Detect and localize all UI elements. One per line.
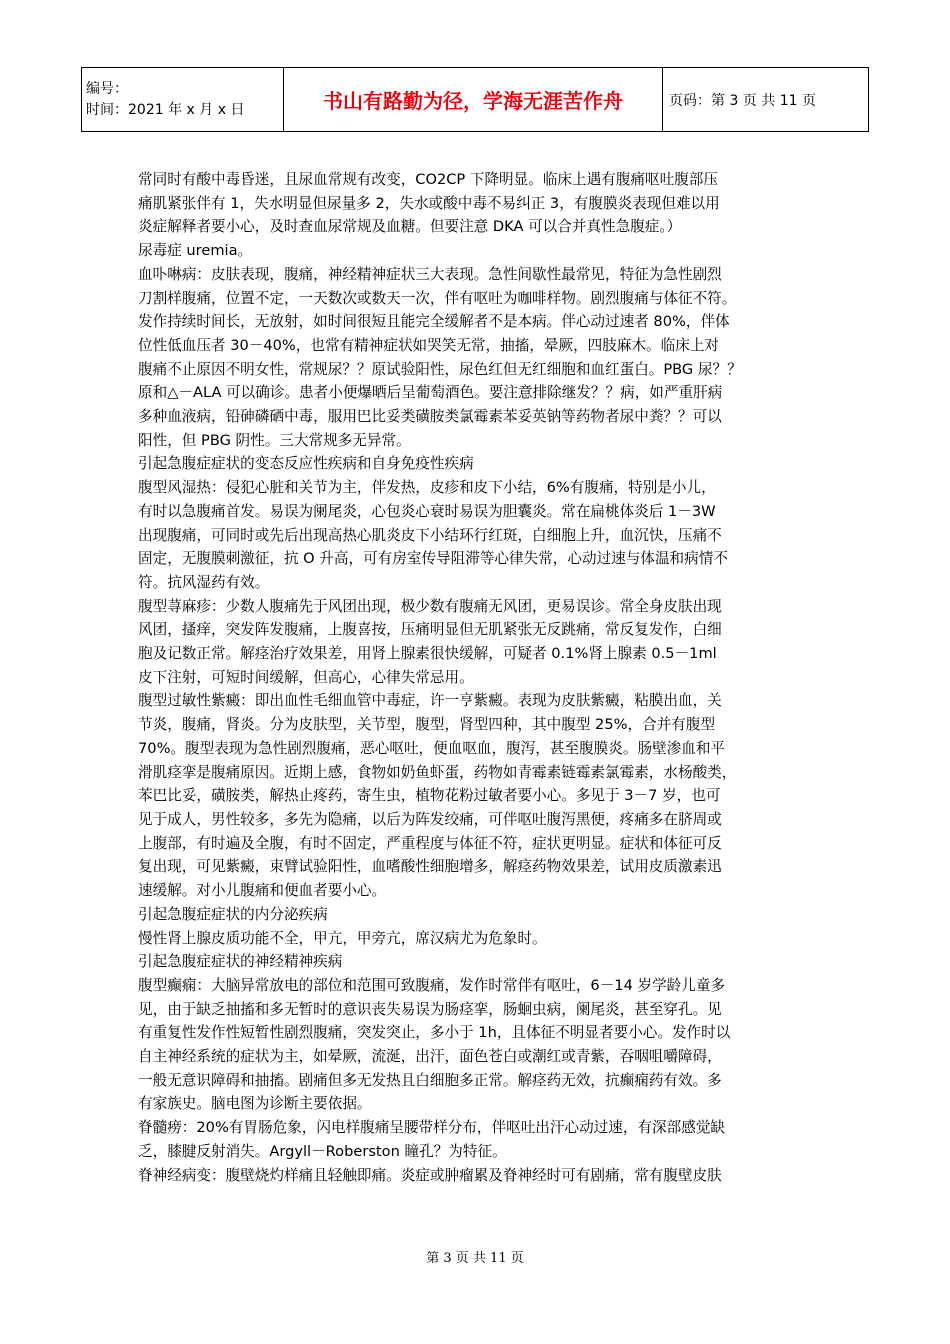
body-text-line: 常同时有酸中毒昏迷，且尿血常规有改变，CO2CP 下降明显。临床上遇有腹痛呕吐腹部压 xyxy=(138,171,718,188)
body-text-line: 血卟啉病：皮肤表现，腹痛，神经精神症状三大表现。急性间歇性最常见，特征为急性剧烈 xyxy=(138,265,722,283)
body-text-line: 风团，搔痒，突发阵发腹痛，上腹喜按，压痛明显但无肌紧张无反跳痛，常反复发作，白细 xyxy=(138,621,722,639)
header-table xyxy=(81,67,869,132)
body-text-line: 引起急腹症症状的内分泌疾病 xyxy=(138,905,328,923)
body-text-line: 多种血液病，铅砷磷硒中毒，服用巴比妥类磺胺类氯霉素苯妥英钠等药物者尿中粪？？可以 xyxy=(138,408,722,426)
body-text-line: 腹型风湿热：侵犯心脏和关节为主，伴发热，皮疹和皮下小结，6%有腹痛，特别是小儿， xyxy=(138,479,716,497)
body-text-line: 阳性，但 PBG 阴性。三大常规多无异常。 xyxy=(138,431,411,449)
body-text-line: 位性低血压者 30－40%，也常有精神症状如哭笑无常，抽搐，晕厥，四肢麻木。临床上对 xyxy=(138,336,720,354)
body-text-line: 原和△－ALA 可以确诊。患者小便爆晒后呈葡萄酒色。要注意排除继发？？病，如严重肝病 xyxy=(138,384,723,402)
body-text-line: 发作持续时间长，无放射，如时间很短且能完全缓解者不是本病。伴心动过速者 80%，伴体 xyxy=(138,313,730,331)
body-text-line: 慢性肾上腺皮质功能不全，甲亢，甲旁亢，席汉病尤为危象时。 xyxy=(138,929,547,947)
body-text-line: 自主神经系统的症状为主，如晕厥，流涎，出汗，面色苍白或潮红或青紫，吞咽咀嚼障碍， xyxy=(138,1048,722,1066)
body-text-line: 腹痛不止原因不明女性，常规尿？？原试验阳性，尿色红但无红细胞和血红蛋白。PBG 尿？？ xyxy=(138,360,742,378)
body-text-line: 有重复性发作性短暂性剧烈腹痛，突发突止，多小于 1h，且体征不明显者要小心。发作时以 xyxy=(138,1024,731,1042)
page-footer: 第 3 页 共 11 页 xyxy=(426,1251,524,1266)
body-text-line: 见于成人，男性较多，多先为隐痛，以后为阵发绞痛，可伴呕吐腹泻黑便，疼痛多在脐周或 xyxy=(138,810,722,828)
body-text-line: 脊髓痨：20%有胃肠危象，闪电样腹痛呈腰带样分布，伴呕吐出汗心动过速，有深部感觉缺 xyxy=(138,1119,726,1137)
document-body xyxy=(138,168,828,1187)
body-text-line: 乏，膝腱反射消失。Argyll－Roberston 瞳孔？为特征。 xyxy=(138,1142,507,1160)
body-text-line: 腹型过敏性紫癜：即出血性毛细血管中毒症，许一亨紫癜。表现为皮肤紫癜，粘膜出血，关 xyxy=(138,692,722,710)
body-text-line: 速缓解。对小儿腹痛和便血者要小心。 xyxy=(138,882,387,900)
body-text-line: 腹型癫痫：大脑异常放电的部位和范围可致腹痛，发作时常伴有呕吐，6－14 岁学龄儿童多 xyxy=(138,976,726,994)
body-text-line: 苯巴比妥，磺胺类，解热止疼药，寄生虫，植物花粉过敏者要小心。多见于 3－7 岁，也可 xyxy=(138,787,721,805)
body-text-line: 胞及记数正常。解痉治疗效果差，用肾上腺素很快缓解，可疑者 0.1%肾上腺素 0.5－1ml xyxy=(138,645,717,663)
document-date-label: 时间：2021 年 x 月 x 日 xyxy=(86,101,245,118)
header-motto: 书山有路勤为径，学海无涯苦作舟 xyxy=(284,68,663,132)
header-page-info: 页码：第 3 页 共 11 页 xyxy=(663,68,869,132)
body-text-line: 炎症解释者要小心，及时查血尿常规及血糖。但要注意 DKA 可以合并真性急腹症。） xyxy=(138,218,682,236)
body-text-line: 腹型荨麻疹：少数人腹痛先于风团出现，极少数有腹痛无风团，更易误诊。常全身皮肤出现 xyxy=(138,597,722,615)
body-text-line: 痛肌紧张伴有 1，失水明显但尿量多 2，失水或酸中毒不易纠正 3，有腹膜炎表现但难以用 xyxy=(138,194,720,212)
document-number-label: 编号： xyxy=(86,80,128,97)
body-text-line: 符。抗风湿药有效。 xyxy=(138,573,270,591)
body-text-line: 有家族史。脑电图为诊断主要依据。 xyxy=(138,1095,372,1113)
body-text-line: 节炎，腹痛，肾炎。分为皮肤型，关节型，腹型，肾型四种，其中腹型 25%，合并有腹型 xyxy=(138,716,716,734)
body-text-line: 引起急腹症症状的神经精神疾病 xyxy=(138,953,343,971)
body-text-line: 见，由于缺乏抽搐和多无暂时的意识丧失易误为肠痉挛，肠蛔虫病，阑尾炎，甚至穿孔。见 xyxy=(138,1000,722,1018)
body-text-line: 出现腹痛，可同时或先后出现高热心肌炎皮下小结环行红斑，白细胞上升，血沉快，压痛不 xyxy=(138,526,722,544)
header-meta-cell xyxy=(82,68,284,132)
body-text-line: 一般无意识障碍和抽搐。剧痛但多无发热且白细胞多正常。解痉药无效，抗癫痫药有效。多 xyxy=(138,1071,722,1089)
body-text-line: 脊神经病变：腹壁烧灼样痛且轻触即痛。炎症或肿瘤累及脊神经时可有剧痛，常有腹壁皮肤 xyxy=(138,1166,722,1184)
body-text-line: 复出现，可见紫癜，束臂试验阳性，血嗜酸性细胞增多，解痉药物效果差，试用皮质激素迅 xyxy=(138,858,722,876)
body-text-line: 固定，无腹膜刺激征，抗 O 升高，可有房室传导阻滞等心律失常，心动过速与体温和病情不 xyxy=(138,550,728,568)
body-text-line: 引起急腹症症状的变态反应性疾病和自身免疫性疾病 xyxy=(138,455,474,473)
body-text-line: 皮下注射，可短时间缓解，但高心，心律失常忌用。 xyxy=(138,668,474,686)
body-text-line: 上腹部，有时遍及全腹，有时不固定，严重程度与体征不符，症状更明显。症状和体征可反 xyxy=(138,834,722,852)
body-text-line: 70%。腹型表现为急性剧烈腹痛，恶心呕吐，便血呕血，腹泻，甚至腹膜炎。肠壁渗血和平 xyxy=(138,739,726,757)
body-text-line: 刀割样腹痛，位置不定，一天数次或数天一次，伴有呕吐为咖啡样物。剧烈腹痛与体征不符。 xyxy=(138,289,737,307)
body-text-line: 滑肌痉挛是腹痛原因。近期上感，食物如奶鱼虾蛋，药物如青霉素链霉素氯霉素，水杨酸类， xyxy=(138,763,737,781)
body-text-line: 尿毒症 uremia。 xyxy=(138,242,253,260)
body-text-line: 有时以急腹痛首发。易误为阑尾炎，心包炎心衰时易误为胆囊炎。常在扁桃体炎后 1－3W xyxy=(138,502,716,520)
